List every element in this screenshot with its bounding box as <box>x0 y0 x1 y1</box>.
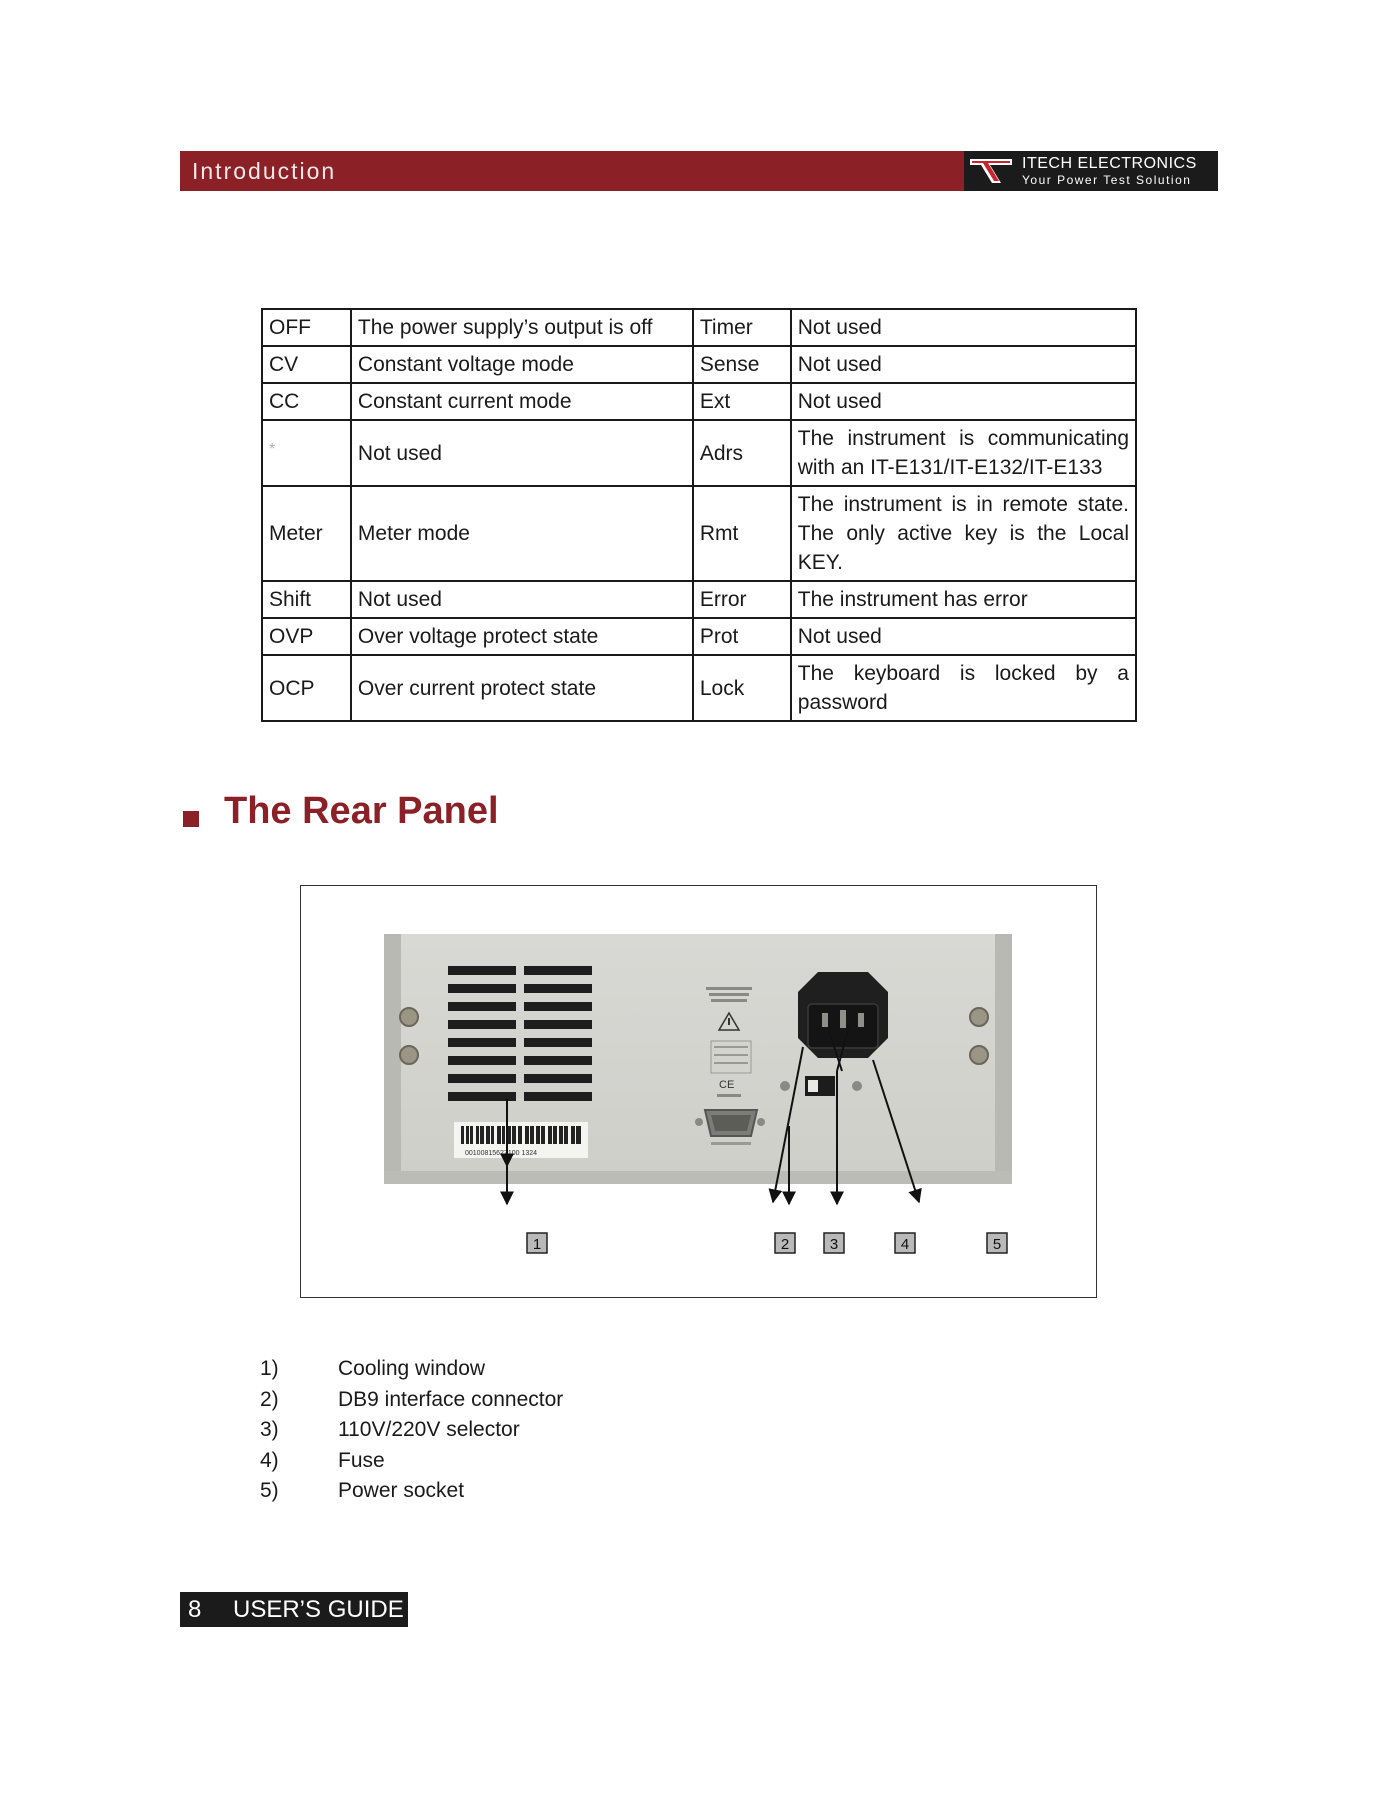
callout-3 <box>824 1233 844 1253</box>
list-item-label: Power socket <box>338 1479 465 1502</box>
list-item-label: 110V/220V selector <box>338 1418 520 1441</box>
brand-logo <box>964 151 1218 191</box>
rear-panel-illustration <box>301 886 1098 1299</box>
indicator-cell: Meter <box>262 486 351 581</box>
section-bullet-icon <box>183 811 199 827</box>
page-footer <box>180 1592 408 1627</box>
indicator-cell: OFF <box>262 309 351 346</box>
section-title: Introduction <box>192 158 337 184</box>
table-row <box>262 618 1136 655</box>
indicator-cell: Sense <box>693 346 791 383</box>
meaning-cell: Not used <box>351 420 693 486</box>
barcode-label <box>454 1122 588 1158</box>
page-number: 8 <box>188 1596 202 1623</box>
page-header <box>180 151 1218 191</box>
section-heading: The Rear Panel <box>224 790 499 832</box>
table-row <box>262 486 1136 581</box>
indicator-cell: OVP <box>262 618 351 655</box>
meaning-cell: Not used <box>351 581 693 618</box>
list-item <box>260 1385 563 1416</box>
list-item-number: 3) <box>260 1418 279 1441</box>
callout-1 <box>527 1233 547 1253</box>
indicator-cell: * <box>262 420 351 486</box>
indicator-cell: Ext <box>693 383 791 420</box>
meaning-cell: Not used <box>791 346 1136 383</box>
meaning-cell: Meter mode <box>351 486 693 581</box>
voltage-selector <box>805 1076 835 1096</box>
meaning-cell: The instrument is communicating with an IT-E131/IT-E132/IT-E133 <box>791 420 1136 486</box>
table-row <box>262 383 1136 420</box>
indicator-cell: OCP <box>262 655 351 721</box>
indicator-cell: Timer <box>693 309 791 346</box>
list-item-number: 1) <box>260 1357 279 1380</box>
callout-label: 2 <box>780 1236 790 1253</box>
list-item <box>260 1476 563 1507</box>
meaning-cell: The instrument is in remote state. The only active key is the Local KEY. <box>791 486 1136 581</box>
meaning-cell: The keyboard is locked by a password <box>791 655 1136 721</box>
table-row <box>262 581 1136 618</box>
list-item <box>260 1446 563 1477</box>
callout-label: 5 <box>992 1236 1002 1253</box>
meaning-cell: Over voltage protect state <box>351 618 693 655</box>
meaning-cell: The power supply’s output is off <box>351 309 693 346</box>
callout-4 <box>895 1233 915 1253</box>
meaning-cell: Over current protect state <box>351 655 693 721</box>
indicator-cell: Rmt <box>693 486 791 581</box>
meaning-cell: Constant voltage mode <box>351 346 693 383</box>
meaning-cell: The instrument has error <box>791 581 1136 618</box>
table-row <box>262 346 1136 383</box>
parts-list <box>260 1354 563 1507</box>
callout-label: 1 <box>532 1236 542 1253</box>
indicator-cell: Adrs <box>693 420 791 486</box>
list-item-label: Cooling window <box>338 1357 486 1380</box>
guide-label: USER’S GUIDE <box>233 1596 404 1623</box>
meaning-cell: Not used <box>791 618 1136 655</box>
meaning-cell: Not used <box>791 309 1136 346</box>
callout-label: 4 <box>900 1236 910 1253</box>
list-item-number: 2) <box>260 1387 279 1411</box>
brand-tagline: Your Power Test Solution <box>1022 173 1192 187</box>
indicator-cell: CC <box>262 383 351 420</box>
callout-2 <box>775 1233 795 1253</box>
brand-logo-icon <box>968 156 1014 186</box>
list-item-label: DB9 interface connector <box>338 1387 564 1411</box>
meaning-cell: Not used <box>791 383 1136 420</box>
table-row <box>262 309 1136 346</box>
list-item-number: 4) <box>260 1448 279 1472</box>
barcode-text: 00100815627100 1324 <box>465 1150 538 1157</box>
rear-panel-figure <box>300 885 1097 1298</box>
list-item-label: Fuse <box>338 1448 385 1472</box>
indicator-cell: Shift <box>262 581 351 618</box>
brand-name: ITECH ELECTRONICS <box>1022 155 1197 172</box>
indicator-cell: Lock <box>693 655 791 721</box>
table-row <box>262 655 1136 721</box>
table-row <box>262 420 1136 486</box>
meaning-cell: Constant current mode <box>351 383 693 420</box>
list-item-number: 5) <box>260 1479 279 1502</box>
list-item <box>260 1415 563 1446</box>
list-item <box>260 1354 563 1385</box>
ce-mark-icon: CE <box>719 1079 735 1091</box>
indicator-cell: Prot <box>693 618 791 655</box>
indicator-cell: CV <box>262 346 351 383</box>
status-indicator-table <box>261 308 1137 722</box>
callout-label: 3 <box>829 1236 839 1253</box>
indicator-cell: Error <box>693 581 791 618</box>
callout-5 <box>987 1233 1007 1253</box>
